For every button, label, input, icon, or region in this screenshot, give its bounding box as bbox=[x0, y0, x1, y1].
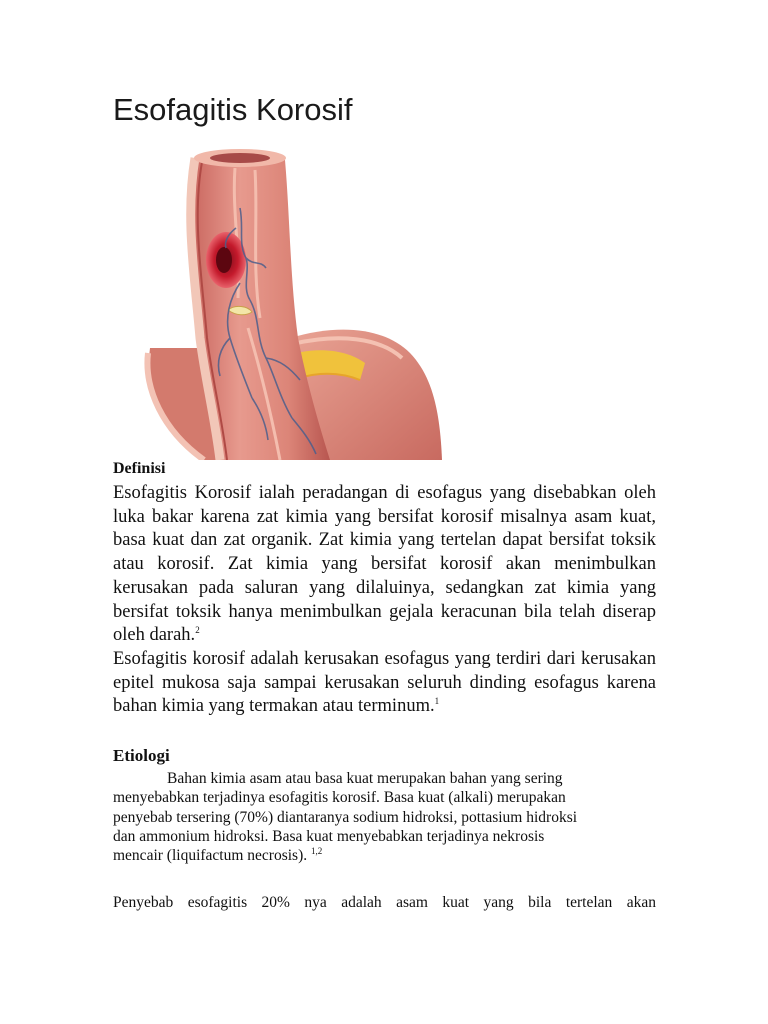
etiologi-line-text: mencair (liquifactum necrosis). bbox=[113, 847, 308, 865]
definisi-body bbox=[113, 482, 656, 719]
etiologi-body bbox=[113, 769, 656, 865]
etiologi-line: penyebab tersering (70%) diantaranya sodium hidroksi, pottasium hidroksi bbox=[113, 808, 578, 826]
etiologi-line: menyebabkan terjadinya esofagitis korosif. Basa kuat (alkali) merupakan bbox=[113, 789, 566, 807]
reference-superscript: 1 bbox=[434, 696, 440, 707]
esophagus-model-illustration bbox=[140, 148, 442, 460]
definisi-paragraph-1 bbox=[113, 482, 656, 648]
etiologi-heading: Etiologi bbox=[113, 746, 170, 765]
etiologi-line-last bbox=[113, 846, 656, 865]
reference-superscript: 2 bbox=[195, 625, 200, 636]
definisi-paragraph-2 bbox=[113, 648, 656, 719]
etiologi-paragraph-2: Penyebab esofagitis 20% nya adalah asam kuat yang bila tertelan akan bbox=[113, 894, 656, 911]
page-title: Esofagitis Korosif bbox=[113, 92, 353, 127]
definisi-paragraph-1-text: Esofagitis Korosif ialah peradangan di esofagus yang disebabkan oleh luka bakar karena zat kimia yang bersifat korosif misalnya asam kuat, basa kuat dan zat organik. Zat kimia yang tertelan dapat bersifat toksik atau korosif. Zat kimia yang bersifat korosif akan menimbulkan kerusakan pada saluran yang dilaluinya, sedangkan zat kimia yang bersifat toksik hanya menimbulkan gejala keracunan bila telah diserap oleh darah. bbox=[113, 483, 656, 646]
etiologi-line: Bahan kimia asam atau basa kuat merupakan bahan yang sering bbox=[167, 770, 563, 787]
reference-superscript: 1,2 bbox=[310, 846, 323, 857]
etiologi-line: dan ammonium hidroksi. Basa kuat menyebabkan terjadinya nekrosis bbox=[113, 827, 545, 845]
definisi-paragraph-2-text: Esofagitis korosif adalah kerusakan esofagus yang terdiri dari kerusakan epitel mukosa saja sampai kerusakan seluruh dinding esofagus karena bahan kimia yang termakan atau terminum. bbox=[113, 648, 656, 717]
definisi-heading: Definisi bbox=[113, 460, 166, 477]
esophagus-figure bbox=[140, 148, 442, 460]
